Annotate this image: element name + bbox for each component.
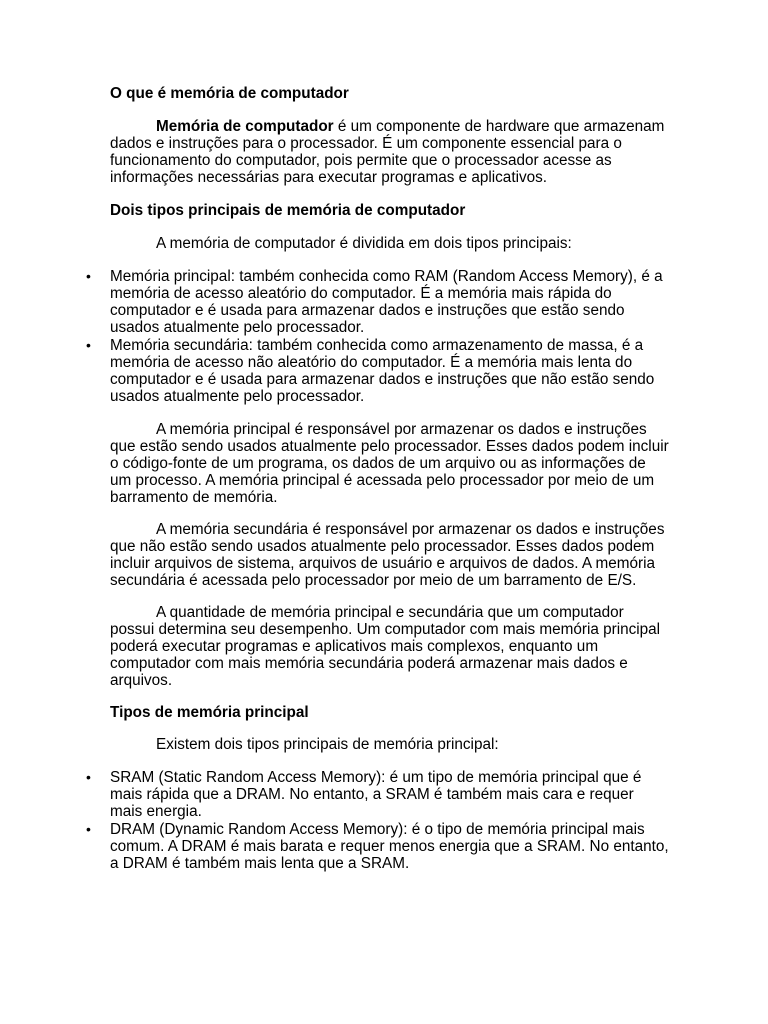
document-title: O que é memória de computador [110, 85, 349, 102]
section-lead-types: A memória de computador é dividida em dois tipos principais: [156, 235, 572, 252]
bullet-icon: • [86, 268, 91, 284]
body-paragraph: A memória principal é responsável por armazenar os dados e instruções que estão sendo usados atualmente pelo processador. Esses dados podem incluir o código-fonte de um programa, os dados de um arquivo ou as informações de um processo. A memória principal é acessada pelo processador por meio de um barramento de memória. [110, 421, 669, 506]
list-item-text: DRAM (Dynamic Random Access Memory): é o tipo de memória principal mais comum. A DRAM é mais barata e requer menos energia que a SRAM. No entanto, a DRAM é também mais lenta que a SRAM. [110, 821, 669, 872]
list-item [86, 769, 670, 820]
list-item-text: SRAM (Static Random Access Memory): é um tipo de memória principal que é mais rápida que a DRAM. No entanto, a SRAM é também mais cara e requer mais energia. [110, 769, 642, 820]
bullet-icon: • [86, 821, 91, 837]
document-page [86, 85, 670, 872]
memory-types-list [86, 268, 670, 405]
list-item [86, 268, 670, 336]
section-heading-main-memory: Tipos de memória principal [110, 704, 309, 721]
list-item [86, 821, 670, 872]
bullet-icon: • [86, 337, 91, 353]
intro-bold-term: Memória de computador [156, 118, 334, 135]
list-item-text: Memória secundária: também conhecida como armazenamento de massa, é a memória de acesso não aleatório do computador. É a memória mais lenta do computador e é usada para armazenar dados e instruções que não estão sendo usados atualmente pelo processador. [110, 337, 655, 405]
section-lead-main-memory: Existem dois tipos principais de memória principal: [156, 736, 499, 753]
list-item [86, 337, 670, 405]
body-paragraph: A memória secundária é responsável por armazenar os dados e instruções que não estão sendo usados atualmente pelo processador. Esses dados podem incluir arquivos de sistema, arquivos de usuário e arquivos de dados. A memória secundária é acessada pelo processador por meio de um barramento de E/S. [110, 521, 665, 589]
intro-paragraph [110, 118, 670, 186]
intro-text: é um componente de hardware que armazenam dados e instruções para o processador. É um componente essencial para o funcionamento do computador, pois permite que o processador acesse as informações necessárias para executar programas e aplicativos. [110, 118, 665, 186]
list-item-text: Memória principal: também conhecida como RAM (Random Access Memory), é a memória de acesso aleatório do computador. É a memória mais rápida do computador e é usada para armazenar dados e instruções que estão sendo usados atualmente pelo processador. [110, 268, 663, 336]
section-heading-types: Dois tipos principais de memória de computador [110, 202, 466, 219]
bullet-icon: • [86, 769, 91, 785]
body-paragraph: A quantidade de memória principal e secundária que um computador possui determina seu desempenho. Um computador com mais memória principal poderá executar programas e aplicativos mais complexos, enquanto um computador com mais memória secundária poderá armazenar mais dados e arquivos. [110, 604, 661, 689]
main-memory-types-list [86, 769, 670, 872]
